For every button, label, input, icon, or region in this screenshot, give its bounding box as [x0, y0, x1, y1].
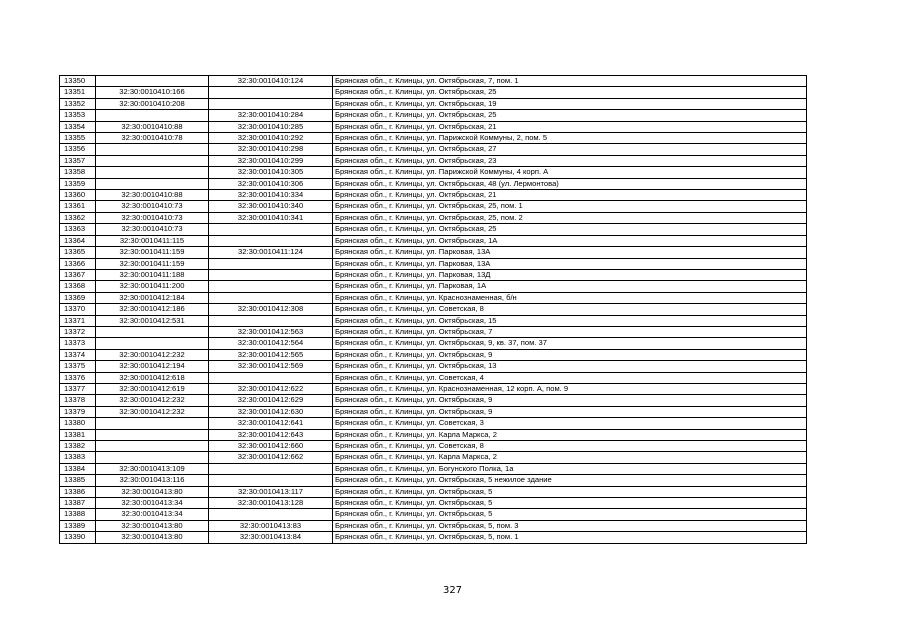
- cadastral-number-land-cell: [96, 76, 209, 87]
- table-row: [60, 98, 807, 109]
- address-cell: Брянская обл., г. Клинцы, ул. Октябрьская, 5: [333, 509, 807, 520]
- cadastral-number-land-cell: [96, 167, 209, 178]
- cadastral-number-land-cell: 32:30:0010412:618: [96, 372, 209, 383]
- row-number-cell: 13361: [60, 201, 96, 212]
- table-row: [60, 349, 807, 360]
- row-number-cell: 13383: [60, 452, 96, 463]
- row-number-cell: 13367: [60, 269, 96, 280]
- row-number-cell: 13363: [60, 224, 96, 235]
- table-row: [60, 452, 807, 463]
- table-row: [60, 247, 807, 258]
- table-row: [60, 258, 807, 269]
- table-row: [60, 441, 807, 452]
- row-number-cell: 13388: [60, 509, 96, 520]
- row-number-cell: 13358: [60, 167, 96, 178]
- row-number-cell: 13368: [60, 281, 96, 292]
- table-row: [60, 486, 807, 497]
- table-row: [60, 315, 807, 326]
- table-row: [60, 372, 807, 383]
- address-cell: Брянская обл., г. Клинцы, ул. Октябрьская, 21: [333, 190, 807, 201]
- cadastral-number-object-cell: 32:30:0010412:643: [209, 429, 333, 440]
- cadastral-number-land-cell: 32:30:0010411:188: [96, 269, 209, 280]
- row-number-cell: 13385: [60, 475, 96, 486]
- cadastral-number-land-cell: 32:30:0010413:80: [96, 520, 209, 531]
- cadastral-number-object-cell: 32:30:0010412:565: [209, 349, 333, 360]
- row-number-cell: 13380: [60, 418, 96, 429]
- cadastral-number-object-cell: 32:30:0010410:306: [209, 178, 333, 189]
- cadastral-number-land-cell: 32:30:0010413:34: [96, 509, 209, 520]
- table-row: [60, 509, 807, 520]
- address-cell: Брянская обл., г. Клинцы, ул. Октябрьская, 1А: [333, 235, 807, 246]
- row-number-cell: 13370: [60, 304, 96, 315]
- cadastral-number-object-cell: [209, 258, 333, 269]
- table-row: [60, 281, 807, 292]
- cadastral-number-object-cell: [209, 315, 333, 326]
- cadastral-number-land-cell: 32:30:0010412:232: [96, 349, 209, 360]
- row-number-cell: 13366: [60, 258, 96, 269]
- address-cell: Брянская обл., г. Клинцы, ул. Октябрьская, 5 нежилое здание: [333, 475, 807, 486]
- cadastral-number-object-cell: [209, 463, 333, 474]
- table-row: [60, 292, 807, 303]
- cadastral-number-object-cell: [209, 292, 333, 303]
- row-number-cell: 13360: [60, 190, 96, 201]
- address-cell: Брянская обл., г. Клинцы, ул. Октябрьская, 5, пом. 1: [333, 532, 807, 543]
- cadastral-number-land-cell: 32:30:0010410:88: [96, 190, 209, 201]
- cadastral-number-object-cell: [209, 98, 333, 109]
- address-cell: Брянская обл., г. Клинцы, ул. Октябрьская, 5, пом. 3: [333, 520, 807, 531]
- row-number-cell: 13353: [60, 110, 96, 121]
- address-cell: Брянская обл., г. Клинцы, ул. Карла Маркса, 2: [333, 452, 807, 463]
- row-number-cell: 13377: [60, 383, 96, 394]
- row-number-cell: 13355: [60, 133, 96, 144]
- cadastral-number-land-cell: 32:30:0010412:619: [96, 383, 209, 394]
- cadastral-number-land-cell: 32:30:0010411:159: [96, 247, 209, 258]
- page-number: 327: [442, 585, 463, 596]
- address-cell: Брянская обл., г. Клинцы, ул. Октябрьская, 15: [333, 315, 807, 326]
- row-number-cell: 13352: [60, 98, 96, 109]
- address-cell: Брянская обл., г. Клинцы, ул. Октябрьская, 25: [333, 87, 807, 98]
- cadastral-number-land-cell: 32:30:0010410:88: [96, 121, 209, 132]
- cadastral-number-object-cell: 32:30:0010413:84: [209, 532, 333, 543]
- address-cell: Брянская обл., г. Клинцы, ул. Октябрьская, 25: [333, 110, 807, 121]
- cadastral-number-object-cell: 32:30:0010410:305: [209, 167, 333, 178]
- cadastral-number-land-cell: 32:30:0010413:116: [96, 475, 209, 486]
- cadastral-number-land-cell: [96, 110, 209, 121]
- row-number-cell: 13386: [60, 486, 96, 497]
- cadastral-number-object-cell: 32:30:0010410:284: [209, 110, 333, 121]
- address-cell: Брянская обл., г. Клинцы, ул. Советская, 8: [333, 304, 807, 315]
- row-number-cell: 13376: [60, 372, 96, 383]
- address-cell: Брянская обл., г. Клинцы, ул. Октябрьская, 5: [333, 486, 807, 497]
- cadastral-number-land-cell: 32:30:0010410:73: [96, 224, 209, 235]
- address-cell: Брянская обл., г. Клинцы, ул. Советская, 3: [333, 418, 807, 429]
- table-row: [60, 121, 807, 132]
- cadastral-number-land-cell: [96, 178, 209, 189]
- cadastral-number-land-cell: 32:30:0010412:184: [96, 292, 209, 303]
- table-row: [60, 475, 807, 486]
- cadastral-number-object-cell: [209, 475, 333, 486]
- table-row: [60, 383, 807, 394]
- cadastral-number-object-cell: [209, 87, 333, 98]
- address-cell: Брянская обл., г. Клинцы, ул. Октябрьская, 7, пом. 1: [333, 76, 807, 87]
- table-row: [60, 304, 807, 315]
- row-number-cell: 13387: [60, 498, 96, 509]
- address-cell: Брянская обл., г. Клинцы, ул. Октябрьская, 19: [333, 98, 807, 109]
- registry-table-body: [60, 76, 807, 544]
- address-cell: Брянская обл., г. Клинцы, ул. Парковая, 13А: [333, 247, 807, 258]
- cadastral-number-land-cell: 32:30:0010411:115: [96, 235, 209, 246]
- row-number-cell: 13389: [60, 520, 96, 531]
- cadastral-number-object-cell: 32:30:0010410:285: [209, 121, 333, 132]
- row-number-cell: 13364: [60, 235, 96, 246]
- address-cell: Брянская обл., г. Клинцы, ул. Парковая, 1А: [333, 281, 807, 292]
- table-row: [60, 167, 807, 178]
- address-cell: Брянская обл., г. Клинцы, ул. Октябрьская, 25: [333, 224, 807, 235]
- table-row: [60, 338, 807, 349]
- cadastral-number-land-cell: 32:30:0010410:73: [96, 212, 209, 223]
- table-row: [60, 326, 807, 337]
- address-cell: Брянская обл., г. Клинцы, ул. Карла Маркса, 2: [333, 429, 807, 440]
- address-cell: Брянская обл., г. Клинцы, ул. Октябрьская, 9: [333, 406, 807, 417]
- row-number-cell: 13384: [60, 463, 96, 474]
- cadastral-number-land-cell: [96, 452, 209, 463]
- row-number-cell: 13390: [60, 532, 96, 543]
- table-row: [60, 532, 807, 543]
- cadastral-number-land-cell: 32:30:0010412:194: [96, 361, 209, 372]
- cadastral-number-land-cell: 32:30:0010410:73: [96, 201, 209, 212]
- cadastral-number-land-cell: 32:30:0010410:166: [96, 87, 209, 98]
- row-number-cell: 13378: [60, 395, 96, 406]
- cadastral-number-land-cell: 32:30:0010412:186: [96, 304, 209, 315]
- cadastral-number-land-cell: [96, 144, 209, 155]
- cadastral-number-land-cell: [96, 429, 209, 440]
- cadastral-number-object-cell: 32:30:0010412:564: [209, 338, 333, 349]
- row-number-cell: 13381: [60, 429, 96, 440]
- table-row: [60, 463, 807, 474]
- address-cell: Брянская обл., г. Клинцы, ул. Парижской Коммуны, 4 корп. А: [333, 167, 807, 178]
- address-cell: Брянская обл., г. Клинцы, ул. Октябрьская, 21: [333, 121, 807, 132]
- address-cell: Брянская обл., г. Клинцы, ул. Октябрьская, 9: [333, 349, 807, 360]
- cadastral-number-object-cell: 32:30:0010410:298: [209, 144, 333, 155]
- cadastral-number-object-cell: 32:30:0010412:660: [209, 441, 333, 452]
- row-number-cell: 13354: [60, 121, 96, 132]
- row-number-cell: 13359: [60, 178, 96, 189]
- row-number-cell: 13373: [60, 338, 96, 349]
- address-cell: Брянская обл., г. Клинцы, ул. Октябрьская, 25, пом. 1: [333, 201, 807, 212]
- cadastral-number-object-cell: [209, 372, 333, 383]
- address-cell: Брянская обл., г. Клинцы, ул. Советская, 8: [333, 441, 807, 452]
- cadastral-number-object-cell: [209, 224, 333, 235]
- address-cell: Брянская обл., г. Клинцы, ул. Октябрьская, 27: [333, 144, 807, 155]
- registry-table: [59, 75, 807, 544]
- cadastral-number-land-cell: [96, 326, 209, 337]
- cadastral-number-object-cell: 32:30:0010412:308: [209, 304, 333, 315]
- table-row: [60, 406, 807, 417]
- table-row: [60, 520, 807, 531]
- row-number-cell: 13371: [60, 315, 96, 326]
- row-number-cell: 13379: [60, 406, 96, 417]
- address-cell: Брянская обл., г. Клинцы, ул. Октябрьская, 5: [333, 498, 807, 509]
- cadastral-number-land-cell: 32:30:0010413:80: [96, 486, 209, 497]
- address-cell: Брянская обл., г. Клинцы, ул. Октябрьская, 48 (ул. Лермонтова): [333, 178, 807, 189]
- cadastral-number-object-cell: 32:30:0010412:629: [209, 395, 333, 406]
- cadastral-number-object-cell: [209, 235, 333, 246]
- address-cell: Брянская обл., г. Клинцы, ул. Парковая, 13А: [333, 258, 807, 269]
- cadastral-number-object-cell: 32:30:0010410:341: [209, 212, 333, 223]
- table-row: [60, 87, 807, 98]
- table-row: [60, 76, 807, 87]
- address-cell: Брянская обл., г. Клинцы, ул. Богунского Полка, 1а: [333, 463, 807, 474]
- cadastral-number-land-cell: 32:30:0010411:200: [96, 281, 209, 292]
- table-row: [60, 133, 807, 144]
- cadastral-number-land-cell: 32:30:0010413:109: [96, 463, 209, 474]
- cadastral-number-object-cell: 32:30:0010410:340: [209, 201, 333, 212]
- table-row: [60, 235, 807, 246]
- cadastral-number-land-cell: [96, 441, 209, 452]
- table-row: [60, 190, 807, 201]
- cadastral-number-object-cell: 32:30:0010413:117: [209, 486, 333, 497]
- address-cell: Брянская обл., г. Клинцы, ул. Октябрьская, 9, кв. 37, пом. 37: [333, 338, 807, 349]
- row-number-cell: 13362: [60, 212, 96, 223]
- cadastral-number-object-cell: 32:30:0010412:563: [209, 326, 333, 337]
- cadastral-number-object-cell: 32:30:0010410:292: [209, 133, 333, 144]
- table-row: [60, 201, 807, 212]
- row-number-cell: 13375: [60, 361, 96, 372]
- address-cell: Брянская обл., г. Клинцы, ул. Советская, 4: [333, 372, 807, 383]
- cadastral-number-object-cell: 32:30:0010412:662: [209, 452, 333, 463]
- cadastral-number-object-cell: [209, 281, 333, 292]
- table-row: [60, 361, 807, 372]
- address-cell: Брянская обл., г. Клинцы, ул. Парижской Коммуны, 2, пом. 5: [333, 133, 807, 144]
- row-number-cell: 13374: [60, 349, 96, 360]
- cadastral-number-object-cell: 32:30:0010412:622: [209, 383, 333, 394]
- cadastral-number-land-cell: [96, 338, 209, 349]
- cadastral-number-object-cell: 32:30:0010412:641: [209, 418, 333, 429]
- cadastral-number-land-cell: 32:30:0010410:208: [96, 98, 209, 109]
- table-row: [60, 498, 807, 509]
- table-row: [60, 155, 807, 166]
- address-cell: Брянская обл., г. Клинцы, ул. Октябрьская, 9: [333, 395, 807, 406]
- table-row: [60, 224, 807, 235]
- row-number-cell: 13382: [60, 441, 96, 452]
- cadastral-number-land-cell: [96, 418, 209, 429]
- address-cell: Брянская обл., г. Клинцы, ул. Октябрьская, 25, пом. 2: [333, 212, 807, 223]
- table-row: [60, 144, 807, 155]
- address-cell: Брянская обл., г. Клинцы, ул. Краснознаменная, 12 корп. А, пом. 9: [333, 383, 807, 394]
- row-number-cell: 13369: [60, 292, 96, 303]
- table-row: [60, 429, 807, 440]
- row-number-cell: 13351: [60, 87, 96, 98]
- table-row: [60, 269, 807, 280]
- cadastral-number-object-cell: 32:30:0010410:334: [209, 190, 333, 201]
- cadastral-number-land-cell: 32:30:0010413:34: [96, 498, 209, 509]
- row-number-cell: 13350: [60, 76, 96, 87]
- cadastral-number-object-cell: 32:30:0010411:124: [209, 247, 333, 258]
- address-cell: Брянская обл., г. Клинцы, ул. Парковая, 13Д: [333, 269, 807, 280]
- cadastral-number-object-cell: 32:30:0010410:299: [209, 155, 333, 166]
- table-row: [60, 110, 807, 121]
- cadastral-number-object-cell: [209, 269, 333, 280]
- table-row: [60, 178, 807, 189]
- row-number-cell: 13365: [60, 247, 96, 258]
- cadastral-number-object-cell: 32:30:0010410:124: [209, 76, 333, 87]
- address-cell: Брянская обл., г. Клинцы, ул. Октябрьская, 13: [333, 361, 807, 372]
- cadastral-number-land-cell: 32:30:0010410:78: [96, 133, 209, 144]
- row-number-cell: 13357: [60, 155, 96, 166]
- row-number-cell: 13356: [60, 144, 96, 155]
- cadastral-number-object-cell: 32:30:0010413:128: [209, 498, 333, 509]
- cadastral-number-object-cell: 32:30:0010412:569: [209, 361, 333, 372]
- table-row: [60, 418, 807, 429]
- cadastral-number-land-cell: 32:30:0010413:80: [96, 532, 209, 543]
- row-number-cell: 13372: [60, 326, 96, 337]
- cadastral-number-land-cell: 32:30:0010412:232: [96, 395, 209, 406]
- address-cell: Брянская обл., г. Клинцы, ул. Октябрьская, 7: [333, 326, 807, 337]
- cadastral-number-land-cell: 32:30:0010411:159: [96, 258, 209, 269]
- cadastral-number-object-cell: 32:30:0010412:630: [209, 406, 333, 417]
- address-cell: Брянская обл., г. Клинцы, ул. Октябрьская, 23: [333, 155, 807, 166]
- table-row: [60, 212, 807, 223]
- cadastral-number-land-cell: 32:30:0010412:531: [96, 315, 209, 326]
- address-cell: Брянская обл., г. Клинцы, ул. Краснознаменная, б/н: [333, 292, 807, 303]
- cadastral-number-land-cell: [96, 155, 209, 166]
- cadastral-number-land-cell: 32:30:0010412:232: [96, 406, 209, 417]
- cadastral-number-object-cell: [209, 509, 333, 520]
- table-row: [60, 395, 807, 406]
- cadastral-number-object-cell: 32:30:0010413:83: [209, 520, 333, 531]
